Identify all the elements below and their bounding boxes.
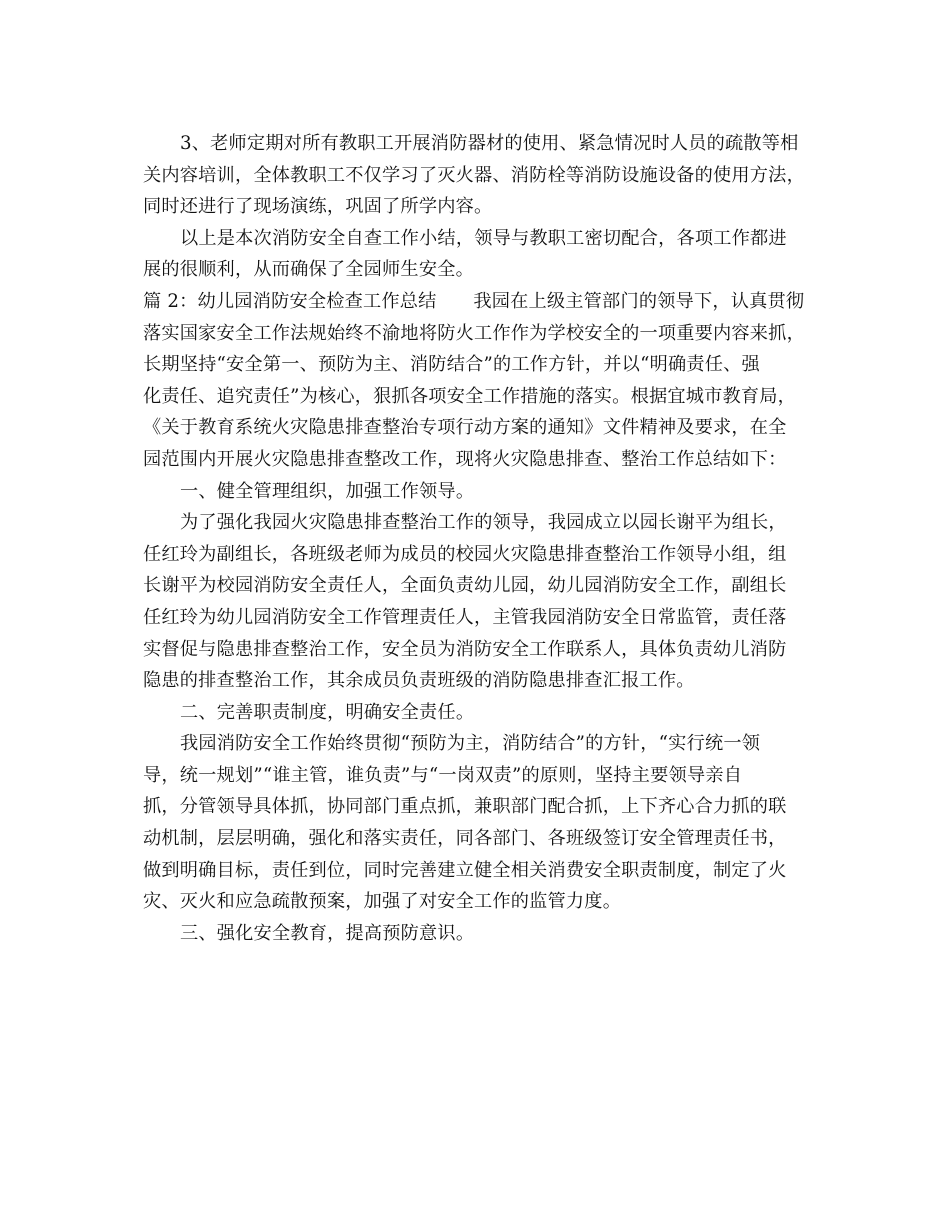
text-line: 以上是本次消防安全自查工作小结，领导与教职工密切配合，各项工作都进 — [180, 227, 787, 249]
text-line: 落实国家安全工作法规始终不渝地将防火工作作为学校安全的一项重要内容来抓， — [143, 322, 805, 344]
text-line: 抓，分管领导具体抓，协同部门重点抓，兼职部门配合抓，上下齐心合力抓的联 — [143, 796, 787, 818]
text-line: 长期坚持“安全第一、预防为主、消防结合”的工作方针，并以“明确责任、强 — [143, 354, 760, 376]
document-body — [143, 128, 813, 949]
text-line: 同时还进行了现场演练，巩固了所学内容。 — [143, 196, 493, 218]
text-line: 动机制，层层明确，强化和落实责任，同各部门、各班级签订安全管理责任书， — [143, 828, 787, 850]
text-line: 二、完善职责制度，明确安全责任。 — [180, 701, 475, 723]
text-line: 为了强化我园火灾隐患排查整治工作的领导，我园成立以园长谢平为组长， — [180, 512, 787, 534]
text-line: 任红玲为副组长，各班级老师为成员的校园火灾隐患排查整治工作领导小组，组 — [143, 543, 787, 565]
text-line: 做到明确目标，责任到位，同时完善建立健全相关消费安全职责制度，制定了火 — [143, 859, 787, 881]
text-line: 篇 2：幼儿园消防安全检查工作总结 我园在上级主管部门的领导下，认真贯彻 — [143, 290, 805, 312]
text-line: 3、老师定期对所有教职工开展消防器材的使用、紧急情况时人员的疏散等相 — [180, 133, 799, 154]
text-line: 园范围内开展火灾隐患排查整改工作，现将火灾隐患排查、整治工作总结如下： — [143, 448, 787, 470]
text-line: 导，统一规划”“谁主管，谁负责”与“一岗双责”的原则，坚持主要领导亲自 — [143, 764, 743, 786]
text-line: 《关于教育系统火灾隐患排查整治专项行动方案的通知》文件精神及要求，在全 — [143, 417, 787, 439]
text-line: 灾、灭火和应急疏散预案，加强了对安全工作的监管力度。 — [143, 891, 622, 913]
text-line: 一、健全管理组织，加强工作领导。 — [180, 480, 475, 502]
text-line: 关内容培训，全体教职工不仅学习了灭火器、消防栓等消防设施设备的使用方法， — [143, 164, 805, 186]
text-line: 三、强化安全教育，提高预防意识。 — [180, 922, 475, 944]
text-line: 隐患的排查整治工作，其余成员负责班级的消防隐患排查汇报工作。 — [143, 670, 695, 692]
text-line: 我园消防安全工作始终贯彻“预防为主，消防结合”的方针，“实行统一领 — [180, 733, 761, 755]
text-line: 实督促与隐患排查整治工作，安全员为消防安全工作联系人，具体负责幼儿消防 — [143, 638, 787, 660]
text-line: 长谢平为校园消防安全责任人，全面负责幼儿园，幼儿园消防安全工作，副组长 — [143, 575, 787, 597]
text-line: 展的很顺利，从而确保了全园师生安全。 — [143, 259, 474, 281]
text-line: 化责任、追究责任”为核心，狠抓各项安全工作措施的落实。根据宜城市教育局， — [143, 385, 797, 407]
text-line: 任红玲为幼儿园消防安全工作管理责任人，主管我园消防安全日常监管，责任落 — [143, 606, 787, 628]
